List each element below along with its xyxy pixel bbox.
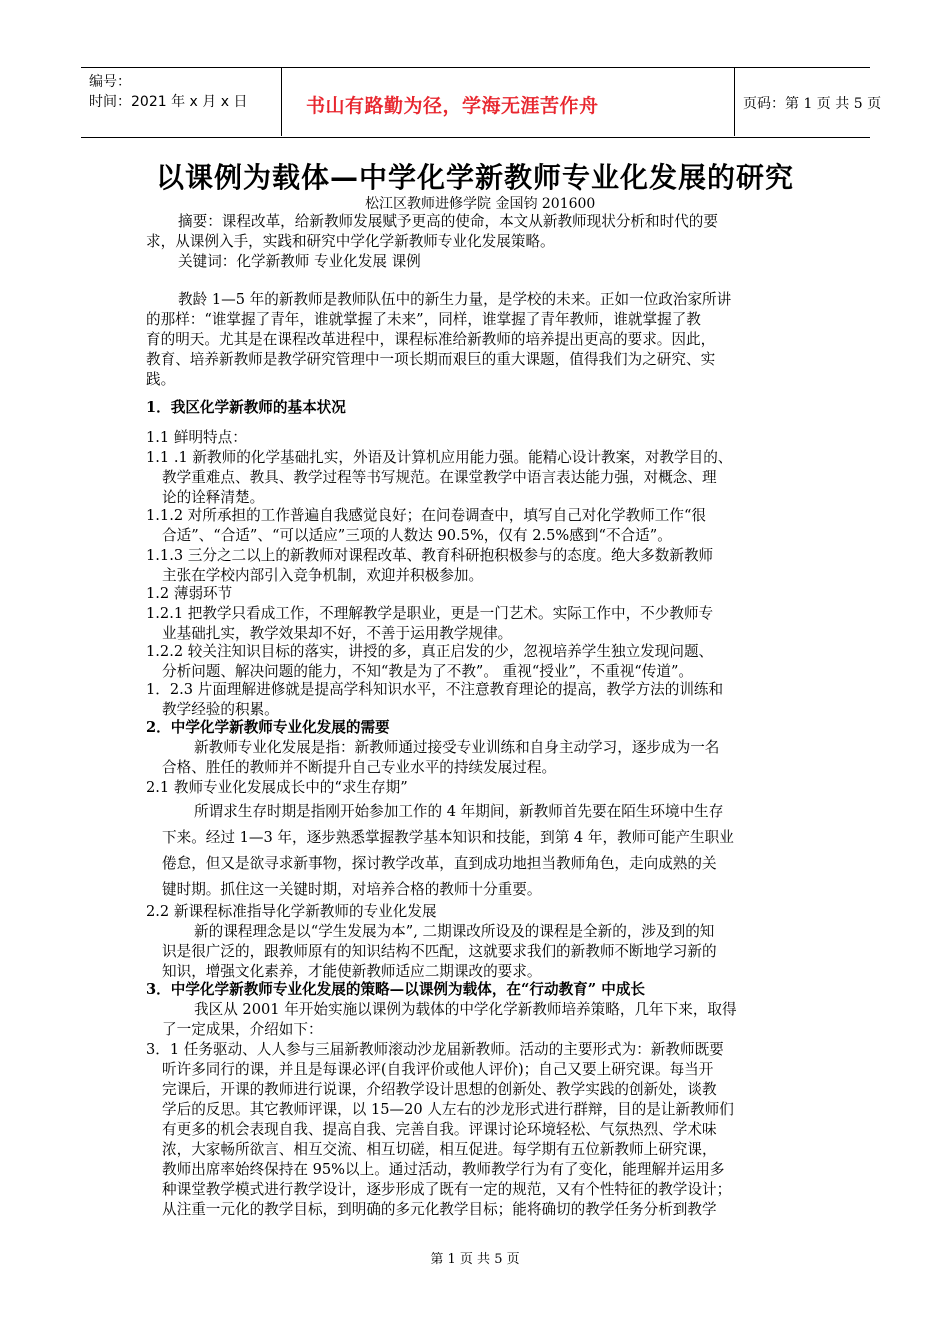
body-text-line: 教师出席率始终保持在 95%以上。通过活动，教师教学行为有了变化，能理解并运用多 <box>162 1161 725 1178</box>
document-title: 以课例为载体—中学化学新教师专业化发展的研究 <box>155 161 794 194</box>
time-label: 时间：2021 年 x 月 x 日 <box>89 94 248 110</box>
body-text-line: 识是很广泛的，跟教师原有的知识结构不匹配，这就要求我们的新教师不断地学习新的 <box>162 943 717 960</box>
body-text-line: 践。 <box>146 371 176 388</box>
body-text-line: 主张在学校内部引入竞争机制，欢迎并积极参加。 <box>162 567 484 584</box>
body-text-line: 3．1 任务驱动、人人参与三届新教师滚动沙龙届新教师。活动的主要形式为：新教师既要 <box>146 1041 724 1058</box>
body-text-line: 1.1.2 对所承担的工作普遍自我感觉良好；在问卷调查中，填写自己对化学教师工作“很 <box>146 507 707 524</box>
body-text-line: 1.2 薄弱环节 <box>146 585 233 602</box>
body-text-line: 教龄 1—5 年的新教师是教师队伍中的新生力量，是学校的未来。正如一位政治家所讲 <box>178 291 732 308</box>
motto: 书山有路勤为径，学海无涯苦作舟 <box>306 95 599 117</box>
body-text-line: 分析问题、解决问题的能力，不知“教是为了不教”。 重视“授业”，不重视“传道”。 <box>162 663 694 680</box>
body-text-line: 合格、胜任的教师并不断提升自己专业水平的持续发展过程。 <box>162 759 557 776</box>
body-text-line: 育的明天。尤其是在课程改革进程中，课程标准给新教师的培养提出更高的要求。因此， <box>146 331 716 348</box>
body-text-line: 合适”、“合适”、“可以适应”三项的人数达 90.5%，仅有 2.5%感到“不合适”。 <box>162 527 672 544</box>
body-text-line: 有更多的机会表现自我、提高自我、完善自我。评课讨论环境轻松、气氛热烈、学术味 <box>162 1121 717 1138</box>
body-text-line: 教育、培养新教师是教学研究管理中一项长期而艰巨的重大课题，值得我们为之研究、实 <box>146 351 716 368</box>
body-text-line: 所谓求生存时期是指刚开始参加工作的 4 年期间，新教师首先要在陌生环境中生存 <box>194 803 724 820</box>
body-text-line: 1.1 鲜明特点： <box>146 429 247 446</box>
body-text-line: 求，从课例入手，实践和研究中学化学新教师专业化发展策略。 <box>146 233 555 250</box>
body-text-line: 教学经验的积累。 <box>162 701 279 718</box>
page-info: 页码：第 1 页 共 5 页 <box>743 96 882 112</box>
serial-label: 编号： <box>89 74 131 90</box>
body-text-line: 浓，大家畅所欲言、相互交流、相互切磋，相互促进。每学期有五位新教师上研究课， <box>162 1141 717 1158</box>
section-heading: 2．中学化学新教师专业化发展的需要 <box>146 719 390 736</box>
body-text-line: 论的诠释清楚。 <box>162 489 265 506</box>
body-text-line: 我区从 2001 年开始实施以课例为载体的中学化学新教师培养策略，几年下来，取得 <box>194 1001 737 1018</box>
body-text-line: 了一定成果，介绍如下： <box>162 1021 323 1038</box>
body-text-line: 1.1.3 三分之二以上的新教师对课程改革、教育科研抱积极参与的态度。绝大多数新教师 <box>146 547 714 564</box>
body-text-line: 关键词：化学新教师 专业化发展 课例 <box>178 253 421 270</box>
body-text-line: 听许多同行的课，并且是每课必评(自我评价或他人评价)；自己又要上研究课。每当开 <box>162 1061 714 1078</box>
body-text-line: 1.2.1 把教学只看成工作，不理解教学是职业，更是一门艺术。实际工作中，不少教师专 <box>146 605 714 622</box>
body-text-line: 1．2.3 片面理解进修就是提高学科知识水平，不注意教育理论的提高，教学方法的训练和 <box>146 681 724 698</box>
body-text-line: 摘要：课程改革，给新教师发展赋予更高的使命，本文从新教师现状分析和时代的要 <box>178 213 718 230</box>
body-text-line: 教学重难点、教具、教学过程等书写规范。在课堂教学中语言表达能力强，对概念、理 <box>162 469 717 486</box>
author-line: 松江区教师进修学院 金国钧 201600 <box>365 196 596 212</box>
body-text-line: 1.2.2 较关注知识目标的落实，讲授的多，真正启发的少，忽视培养学生独立发现问题、 <box>146 643 714 660</box>
header-meta <box>89 72 279 112</box>
body-text-line: 2.1 教师专业化发展成长中的“求生存期” <box>146 779 408 796</box>
section-heading: 1．我区化学新教师的基本状况 <box>146 399 346 416</box>
body-text-line: 新教师专业化发展是指：新教师通过接受专业训练和自身主动学习，逐步成为一名 <box>194 739 720 756</box>
body-text-line: 下来。经过 1—3 年，逐步熟悉掌握教学基本知识和技能，到第 4 年，教师可能产生职业 <box>162 829 734 846</box>
body-text-line: 1.1 .1 新教师的化学基础扎实，外语及计算机应用能力强。能精心设计教案，对教学目的、 <box>146 449 733 466</box>
body-text-line: 从注重一元化的教学目标，到明确的多元化教学目标；能将确切的教学任务分析到教学 <box>162 1201 717 1218</box>
header-table <box>81 67 882 138</box>
body-text-line: 知识，增强文化素养，才能使新教师适应二期课改的要求。 <box>162 963 542 980</box>
body-text-line: 键时期。抓住这一关键时期，对培养合格的教师十分重要。 <box>162 881 542 898</box>
body-text-line: 业基础扎实，教学效果却不好，不善于运用教学规律。 <box>162 625 513 642</box>
body-text-line: 2.2 新课程标准指导化学新教师的专业化发展 <box>146 903 437 920</box>
body-text-line: 学后的反思。其它教师评课，以 15—20 人左右的沙龙形式进行群辩，目的是让新教师们 <box>162 1101 734 1118</box>
body-text-line: 完课后，开课的教师进行说课，介绍教学设计思想的创新处、教学实践的创新处，谈教 <box>162 1081 717 1098</box>
page-footer: 第 1 页 共 5 页 <box>430 1252 520 1267</box>
body-text-line: 种课堂教学模式进行教学设计，逐步形成了既有一定的规范，又有个性特征的教学设计； <box>162 1181 732 1198</box>
section-heading: 3．中学化学新教师专业化发展的策略—以课例为载体，在“行动教育” 中成长 <box>146 981 646 998</box>
body-text-line: 倦怠，但又是欲寻求新事物，探讨教学改革，直到成功地担当教师角色，走向成熟的关 <box>162 855 717 872</box>
body-text-line: 新的课程理念是以“学生发展为本”, 二期课改所设及的课程是全新的，涉及到的知 <box>194 923 715 940</box>
body-text-line: 的那样：“谁掌握了青年，谁就掌握了未来”，同样，谁掌握了青年教师，谁就掌握了教 <box>146 311 701 328</box>
header-motto-cell <box>281 67 735 136</box>
